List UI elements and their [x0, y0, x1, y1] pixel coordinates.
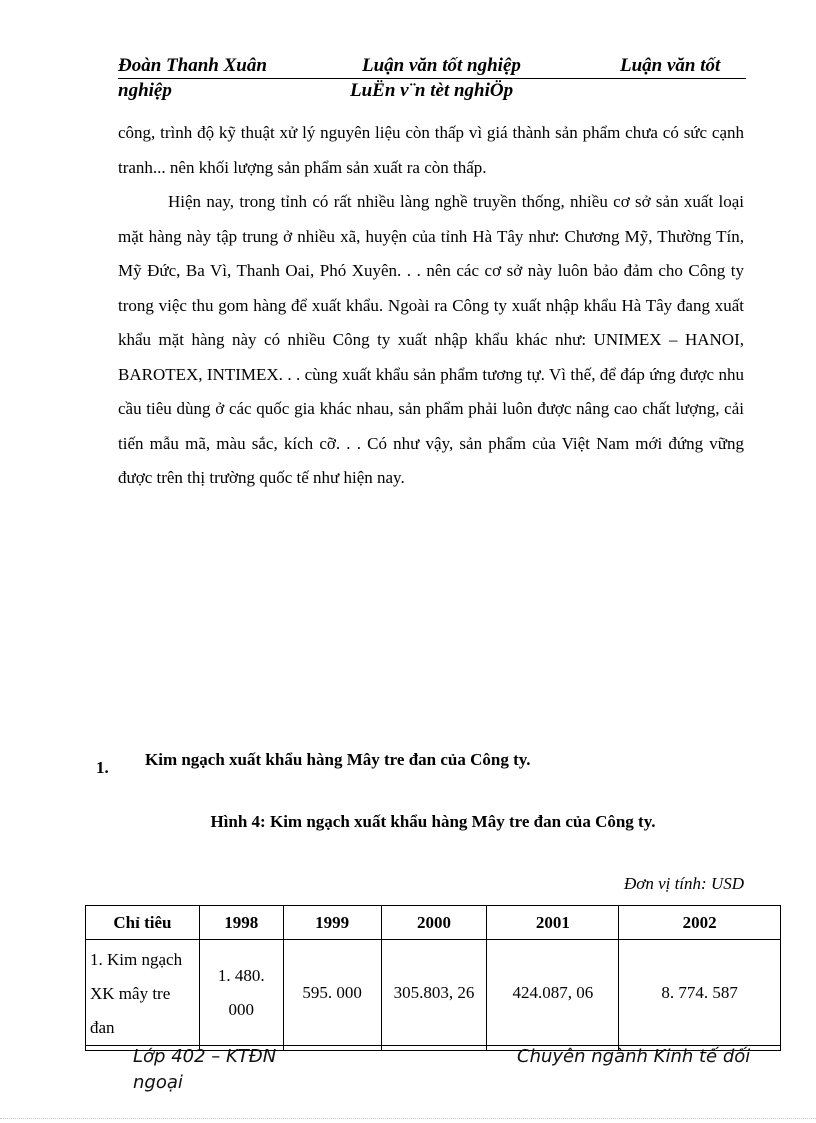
footer-class: Lớp 402 – KTĐN — [133, 1046, 277, 1067]
header-title-repeat: Luận văn tốt — [620, 55, 721, 76]
value-2000: 305.803, 26 — [381, 940, 487, 1046]
table-header-row — [86, 906, 781, 940]
row-label-line-3: đan — [90, 1018, 115, 1037]
value-2002: 8. 774. 587 — [619, 940, 781, 1046]
value-2001: 424.087, 06 — [487, 940, 619, 1046]
body-text — [118, 116, 744, 496]
row-label-line-1: 1. Kim ngạch — [90, 950, 183, 969]
header-cell-1998: 1998 — [199, 906, 283, 940]
header-cell-2002: 2002 — [619, 906, 781, 940]
header-author: Đoàn Thanh Xuân — [118, 55, 267, 76]
paragraph-2: Hiện nay, trong tỉnh có rất nhiều làng nghề truyền thống, nhiều cơ sở sản xuất loại mặt hàng này tập trung ở nhiều xã, huyện của tỉnh Hà Tây như: Chương Mỹ, Thường Tín, Mỹ Đức, Ba Vì, Thanh Oai, Phó Xuyên. . . nên các cơ sở này luôn bảo đảm cho Công ty trong việc thu gom hàng để xuất khẩu. Ngoài ra Công ty xuất nhập khẩu Hà Tây đang xuất khẩu mặt hàng này có nhiều Công ty xuất nhập khẩu khác như: UNIMEX – HANOI, BAROTEX, INTIMEX. . . cùng xuất khẩu sản phẩm tương tự. Vì thế, để đáp ứng được nhu cầu tiêu dùng ở các quốc gia khác nhau, sản phẩm phải luôn được nâng cao chất lượng, cải tiến mẫu mã, màu sắc, kích cỡ. . . Có như vậy, sản phẩm của Việt Nam mới đứng vững được trên thị trường quốc tế như hiện nay. — [118, 192, 744, 487]
section-title: Kim ngạch xuất khẩu hàng Mây tre đan của Công ty. — [145, 750, 531, 769]
header-rule — [118, 78, 746, 79]
row-label-line-2: XK mây tre — [90, 984, 171, 1003]
export-table — [85, 905, 781, 1051]
row-label-cell — [86, 940, 200, 1046]
header-cell-1999: 1999 — [283, 906, 381, 940]
header-title: Luận văn tốt nghiệp — [362, 55, 521, 76]
footer-class-cont: ngoại — [133, 1072, 183, 1093]
header-line2-left: nghiệp — [118, 80, 172, 101]
footer-major: Chuyên ngành Kinh tế đối — [517, 1046, 751, 1067]
value-1999: 595. 000 — [283, 940, 381, 1046]
header-cell-indicator: Chỉ tiêu — [86, 906, 200, 940]
header-line2-mid: LuËn v¨n tèt nghiÖp — [350, 80, 514, 101]
header-cell-2000: 2000 — [381, 906, 487, 940]
page-bottom-edge — [0, 1118, 816, 1119]
section-number: 1. — [96, 758, 109, 777]
value-1998: 1. 480. 000 — [199, 940, 283, 1046]
table-row — [86, 940, 781, 1046]
figure-title: Hình 4: Kim ngạch xuất khẩu hàng Mây tre đan của Công ty. — [210, 812, 656, 831]
header-cell-2001: 2001 — [487, 906, 619, 940]
unit-label: Đơn vị tính: USD — [623, 874, 744, 893]
paragraph-1: công, trình độ kỹ thuật xử lý nguyên liệu còn thấp vì giá thành sản phẩm chưa có sức cạnh tranh... nên khối lượng sản phẩm sản xuất ra còn thấp. — [118, 123, 744, 177]
